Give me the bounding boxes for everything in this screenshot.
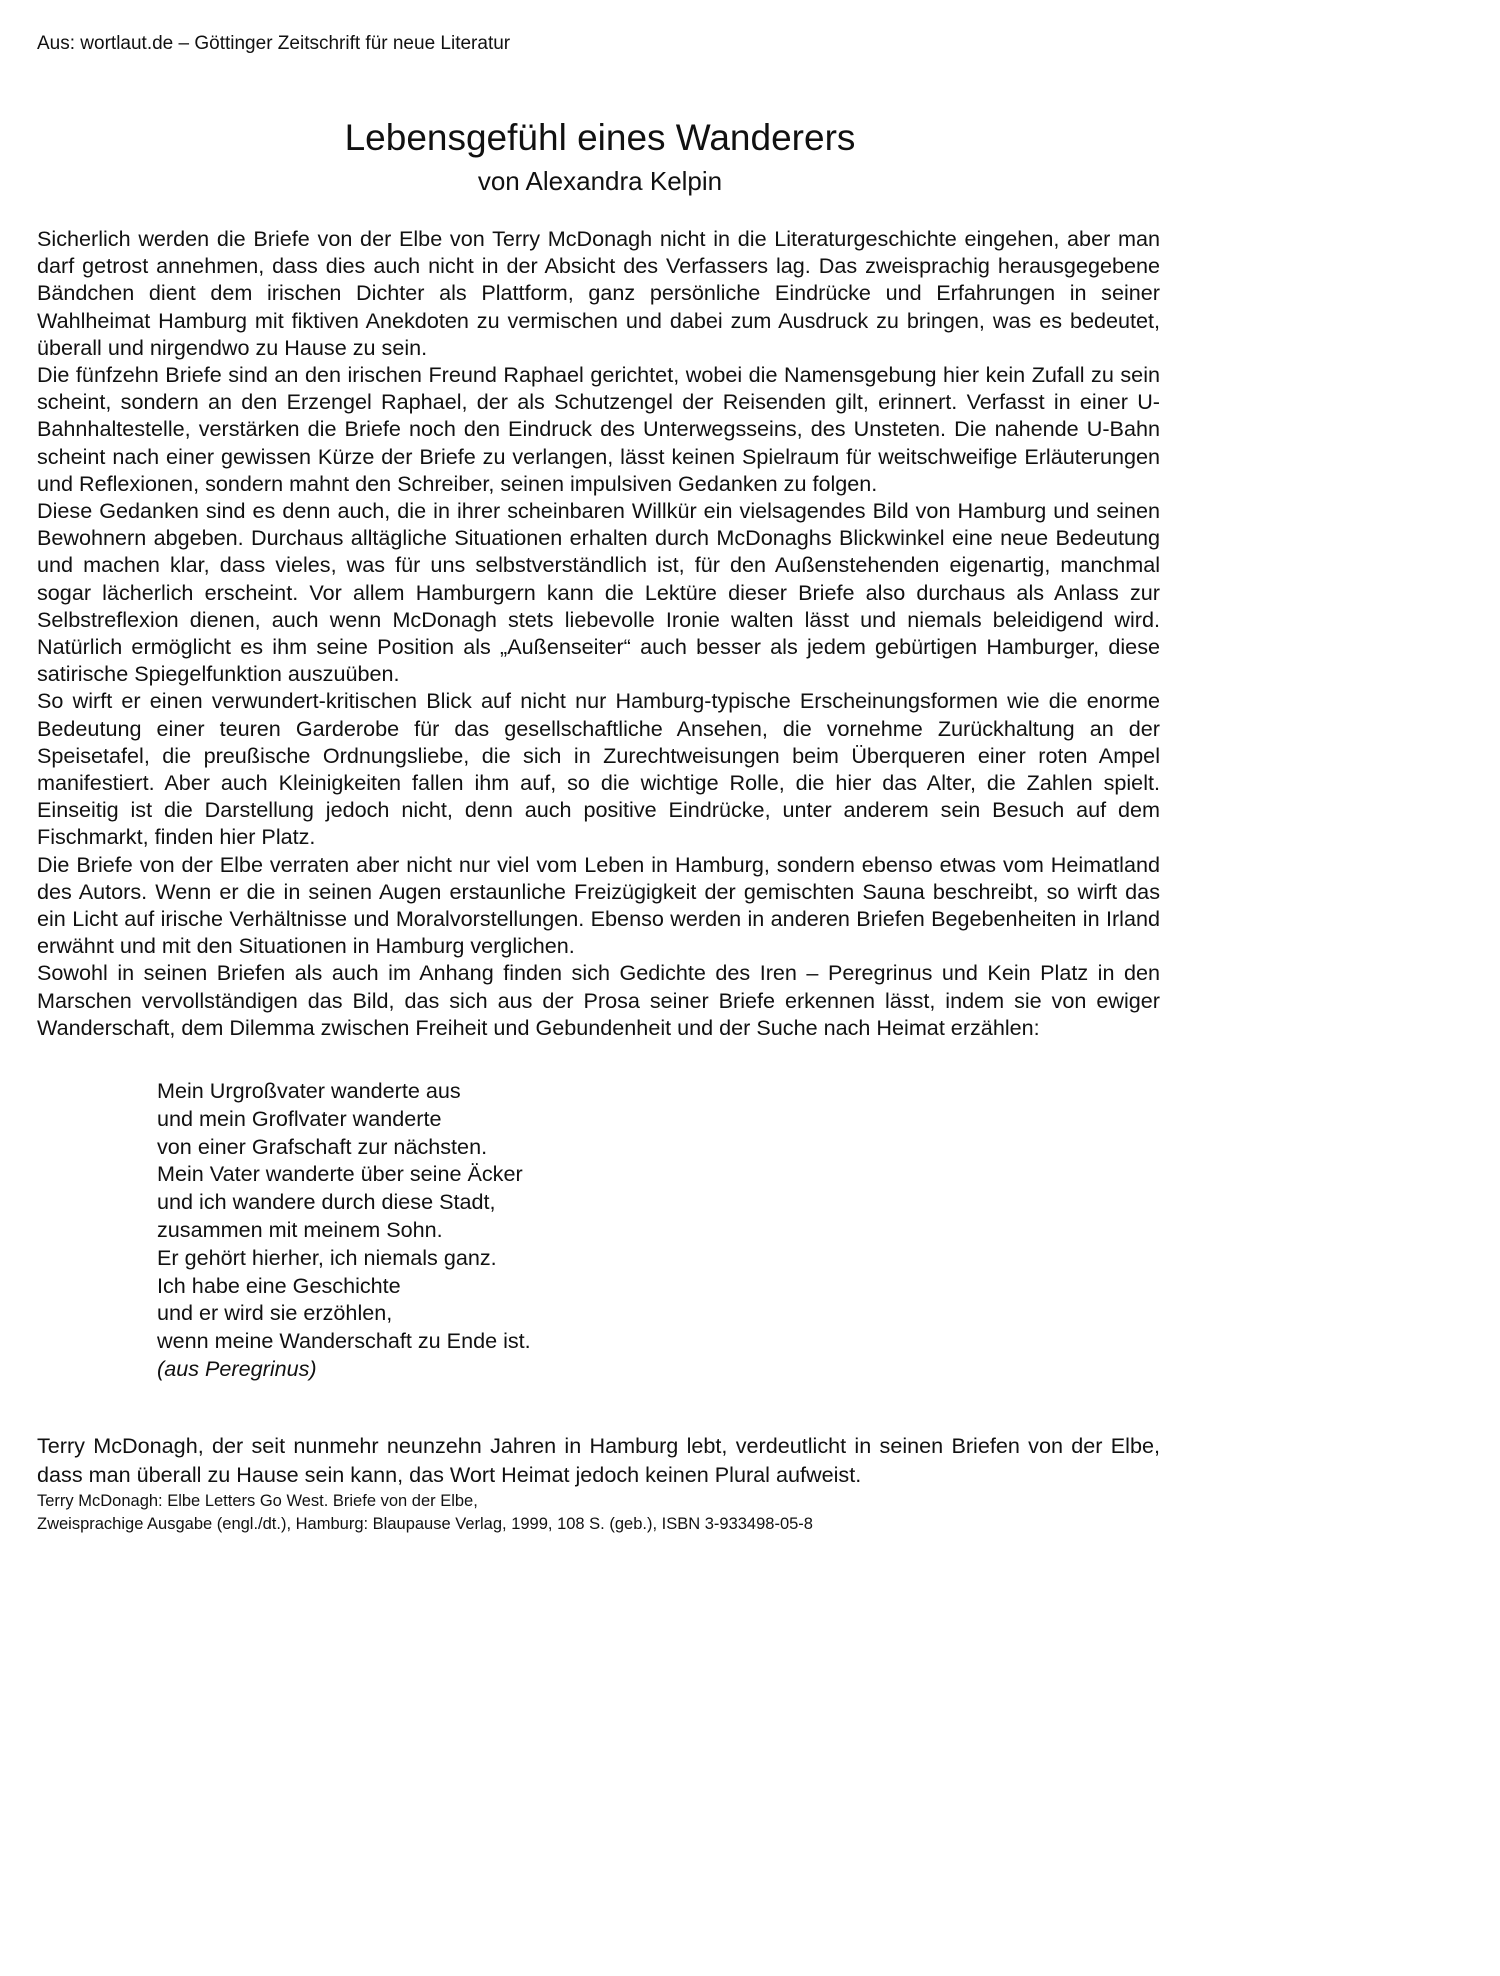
- paragraph: Die Briefe von der Elbe verraten aber nicht nur viel vom Leben in Hamburg, sondern ebenso etwas vom Heimatland des Autors. Wenn er die in seinen Augen erstaunliche Freizügigkeit der gemischten Sauna beschreibt, so wirft das ein Licht auf irische Verhältnisse und Moralvorstellungen. Ebenso werden in anderen Briefen Begebenheiten in Irland erwähnt und mit den Situationen in Hamburg verglichen.: [37, 851, 1160, 959]
- article-body: [37, 225, 1160, 1041]
- poem-line: von einer Grafschaft zur nächsten.: [157, 1133, 488, 1159]
- bibliographic-footer: [37, 1490, 813, 1536]
- closing-paragraph: Terry McDonagh, der seit nunmehr neunzehn Jahren in Hamburg lebt, verdeutlicht in seinen Briefen von der Elbe, dass man überall zu Hause sein kann, das Wort Heimat jedoch keinen Plural aufweist.: [37, 1432, 1160, 1487]
- poem-line: und mein Groflvater wanderte: [157, 1105, 442, 1131]
- poem-line: wenn meine Wanderschaft zu Ende ist.: [157, 1328, 531, 1354]
- poem-line: Er gehört hierher, ich niemals ganz.: [157, 1244, 497, 1270]
- paragraph: Sicherlich werden die Briefe von der Elbe von Terry McDonagh nicht in die Literaturgeschichte eingehen, aber man darf getrost annehmen, dass dies auch nicht in der Absicht des Verfassers lag. Das zweisprachig herausgegebene Bändchen dient dem irischen Dichter als Plattform, ganz persönliche Eindrücke und Erfahrungen in seiner Wahlheimat Hamburg mit fiktiven Anekdoten zu vermischen und dabei zum Ausdruck zu bringen, was es bedeutet, überall und nirgendwo zu Hause zu sein.: [37, 226, 1160, 360]
- article-byline: von Alexandra Kelpin: [477, 166, 723, 196]
- poem-line: Ich habe eine Geschichte: [157, 1272, 401, 1298]
- poem-line: und er wird sie erzöhlen,: [157, 1300, 393, 1326]
- poem-line: zusammen mit meinem Sohn.: [157, 1216, 443, 1242]
- title-block: [0, 114, 1200, 198]
- article-title: Lebensgefühl eines Wanderers: [344, 117, 856, 158]
- source-header: Aus: wortlaut.de – Göttinger Zeitschrift für neue Literatur: [37, 33, 511, 54]
- paragraph: So wirft er einen verwundert-kritischen Blick auf nicht nur Hamburg-typische Erscheinungsformen wie die enorme Bedeutung einer teuren Garderobe für das gesellschaftliche Ansehen, die vornehme Zurückhaltung an der Speisetafel, die preußische Ordnungsliebe, die sich in Zurechtweisungen beim Überqueren einer roten Ampel manifestiert. Aber auch Kleinigkeiten fallen ihm auf, so die wichtige Rolle, die hier das Alter, die Zahlen spielt. Einseitig ist die Darstellung jedoch nicht, denn auch positive Eindrücke, unter anderem sein Besuch auf dem Fischmarkt, finden hier Platz.: [37, 688, 1160, 850]
- footer-line: Terry McDonagh: Elbe Letters Go West. Briefe von der Elbe,: [37, 1492, 478, 1510]
- poem-line: Mein Vater wanderte über seine Äcker: [157, 1161, 523, 1187]
- poem-line: und ich wandere durch diese Stadt,: [157, 1189, 496, 1215]
- paragraph: Diese Gedanken sind es denn auch, die in ihrer scheinbaren Willkür ein vielsagendes Bild von Hamburg und seinen Bewohnern abgeben. Durchaus alltägliche Situationen erhalten durch McDonaghs Blickwinkel eine neue Bedeutung und machen klar, dass vieles, was für uns selbstverständlich ist, für den Außenstehenden eigenartig, manchmal sogar lächerlich erscheint. Vor allem Hamburgern kann die Lektüre dieser Briefe also durchaus als Anlass zur Selbstreflexion dienen, auch wenn McDonagh stets liebevolle Ironie walten lässt und niemals beleidigend wird. Natürlich ermöglicht es ihm seine Position als „Außenseiter“ auch besser als jedem gebürtigen Hamburger, diese satirische Spiegelfunktion auszuüben.: [37, 498, 1160, 687]
- paragraph: Die fünfzehn Briefe sind an den irischen Freund Raphael gerichtet, wobei die Namensgebung hier kein Zufall zu sein scheint, sondern an den Erzengel Raphael, der als Schutzengel der Reisenden gilt, erinnert. Verfasst in einer U-Bahnhaltestelle, verstärken die Briefe noch den Eindruck des Unterwegsseins, des Unsteten. Die nahende U-Bahn scheint nach einer gewissen Kürze der Briefe zu verlangen, lässt keinen Spielraum für weitschweifige Erläuterungen und Reflexionen, sondern mahnt den Schreiber, seinen impulsiven Gedanken zu folgen.: [37, 362, 1160, 496]
- poem-line: Mein Urgroßvater wanderte aus: [157, 1078, 461, 1103]
- poem-source: (aus Peregrinus): [157, 1355, 317, 1381]
- poem-excerpt: [157, 1077, 531, 1383]
- paragraph: Sowohl in seinen Briefen als auch im Anhang finden sich Gedichte des Iren – Peregrinus und Kein Platz in den Marschen vervollständigen das Bild, das sich aus der Prosa seiner Briefe erkennen lässt, indem sie von ewiger Wanderschaft, dem Dilemma zwischen Freiheit und Gebundenheit und der Suche nach Heimat erzählen:: [37, 960, 1160, 1040]
- footer-line: Zweisprachige Ausgabe (engl./dt.), Hamburg: Blaupause Verlag, 1999, 108 S. (geb.), ISBN 3-933498-05-8: [37, 1515, 813, 1533]
